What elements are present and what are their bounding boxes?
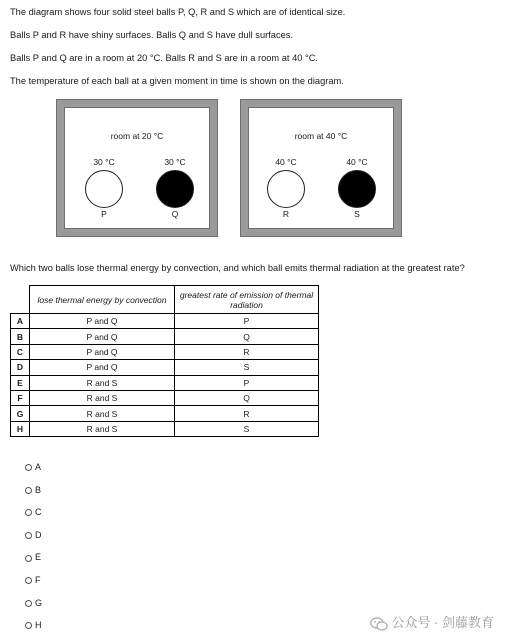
radiation-cell: R bbox=[175, 406, 319, 421]
header-convection: lose thermal energy by convection bbox=[30, 286, 175, 314]
ball-s bbox=[334, 156, 380, 219]
intro-line-1: The diagram shows four solid steel balls P, Q, R and S which are of identical size. bbox=[10, 7, 346, 17]
dull-ball-shape bbox=[156, 170, 194, 208]
row-key: B bbox=[11, 329, 30, 344]
row-key: E bbox=[11, 375, 30, 390]
convection-cell: R and S bbox=[30, 421, 175, 436]
option-label: B bbox=[35, 484, 42, 495]
answer-option[interactable] bbox=[25, 574, 41, 586]
watermark bbox=[370, 612, 494, 631]
row-key: G bbox=[11, 406, 30, 421]
convection-cell: P and Q bbox=[30, 344, 175, 359]
radio-button-icon[interactable] bbox=[25, 622, 32, 629]
option-label: G bbox=[35, 597, 43, 608]
watermark-text: 公众号 · 剑藤教育 bbox=[391, 615, 494, 630]
convection-cell: R and S bbox=[30, 406, 175, 421]
radio-button-icon[interactable] bbox=[25, 600, 32, 607]
question-text: Which two balls lose thermal energy by convection, and which ball emits thermal radiation at the greatest rate? bbox=[10, 263, 465, 273]
row-key: F bbox=[11, 390, 30, 405]
option-label: E bbox=[35, 552, 42, 563]
room-label: room at 40 °C bbox=[294, 131, 348, 141]
answer-option[interactable] bbox=[25, 529, 42, 541]
convection-cell: R and S bbox=[30, 390, 175, 405]
radiation-cell: S bbox=[175, 360, 319, 375]
room-40c-diagram bbox=[240, 99, 402, 237]
ball-temperature: 40 °C bbox=[275, 157, 297, 167]
convection-cell: P and Q bbox=[30, 314, 175, 329]
table-row bbox=[11, 314, 319, 329]
room-interior bbox=[248, 107, 394, 229]
row-key: A bbox=[11, 314, 30, 329]
table-row bbox=[11, 329, 319, 344]
convection-cell: P and Q bbox=[30, 329, 175, 344]
wechat-icon bbox=[370, 617, 388, 631]
answer-option[interactable] bbox=[25, 484, 41, 496]
radiation-cell: P bbox=[175, 375, 319, 390]
radiation-cell: R bbox=[175, 344, 319, 359]
header-blank bbox=[11, 286, 30, 314]
radio-button-icon[interactable] bbox=[25, 509, 32, 516]
ball-temperature: 30 °C bbox=[93, 157, 115, 167]
header-radiation: greatest rate of emission of thermal radiation bbox=[175, 286, 319, 314]
answer-option[interactable] bbox=[25, 619, 42, 631]
radiation-cell: Q bbox=[175, 329, 319, 344]
intro-line-3: Balls P and Q are in a room at 20 °C. Balls R and S are in a room at 40 °C. bbox=[10, 53, 319, 63]
option-label: D bbox=[35, 529, 42, 540]
radiation-cell: Q bbox=[175, 390, 319, 405]
table-header-row bbox=[11, 286, 319, 314]
convection-cell: P and Q bbox=[30, 360, 175, 375]
ball-p bbox=[81, 156, 127, 219]
option-label: F bbox=[35, 575, 41, 585]
radio-button-icon[interactable] bbox=[25, 464, 32, 471]
radio-button-icon[interactable] bbox=[25, 487, 32, 494]
radio-button-icon[interactable] bbox=[25, 555, 32, 562]
table-row bbox=[11, 360, 319, 375]
answer-option[interactable] bbox=[25, 551, 41, 563]
row-key: D bbox=[11, 360, 30, 375]
ball-q bbox=[152, 156, 198, 219]
ball-label: R bbox=[282, 209, 290, 219]
answer-table bbox=[10, 285, 319, 437]
answer-option[interactable] bbox=[25, 506, 42, 518]
shiny-ball-shape bbox=[267, 170, 305, 208]
table-row bbox=[11, 375, 319, 390]
option-label: C bbox=[35, 507, 42, 518]
table-row bbox=[11, 406, 319, 421]
shiny-ball-shape bbox=[85, 170, 123, 208]
table-row bbox=[11, 344, 319, 359]
ball-temperature: 40 °C bbox=[346, 157, 368, 167]
table-row bbox=[11, 390, 319, 405]
room-20c-diagram bbox=[56, 99, 218, 237]
row-key: H bbox=[11, 421, 30, 436]
radiation-cell: S bbox=[175, 421, 319, 436]
ball-label: P bbox=[101, 209, 107, 219]
room-interior bbox=[64, 107, 210, 229]
dull-ball-shape bbox=[338, 170, 376, 208]
room-label: room at 20 °C bbox=[110, 131, 164, 141]
ball-label: Q bbox=[171, 209, 179, 219]
answer-option[interactable] bbox=[25, 597, 42, 609]
intro-line-4: The temperature of each ball at a given moment in time is shown on the diagram. bbox=[10, 76, 344, 86]
convection-cell: R and S bbox=[30, 375, 175, 390]
ball-temperature: 30 °C bbox=[164, 157, 186, 167]
intro-line-2: Balls P and R have shiny surfaces. Balls Q and S have dull surfaces. bbox=[10, 30, 294, 40]
table-row bbox=[11, 421, 319, 436]
radio-button-icon[interactable] bbox=[25, 532, 32, 539]
option-label: H bbox=[35, 620, 42, 631]
answer-option[interactable] bbox=[25, 461, 41, 473]
table-body bbox=[11, 314, 319, 437]
radio-button-icon[interactable] bbox=[25, 577, 32, 584]
option-label: A bbox=[35, 462, 42, 472]
radiation-cell: P bbox=[175, 314, 319, 329]
row-key: C bbox=[11, 344, 30, 359]
ball-r bbox=[263, 156, 309, 219]
ball-label: S bbox=[354, 209, 360, 219]
